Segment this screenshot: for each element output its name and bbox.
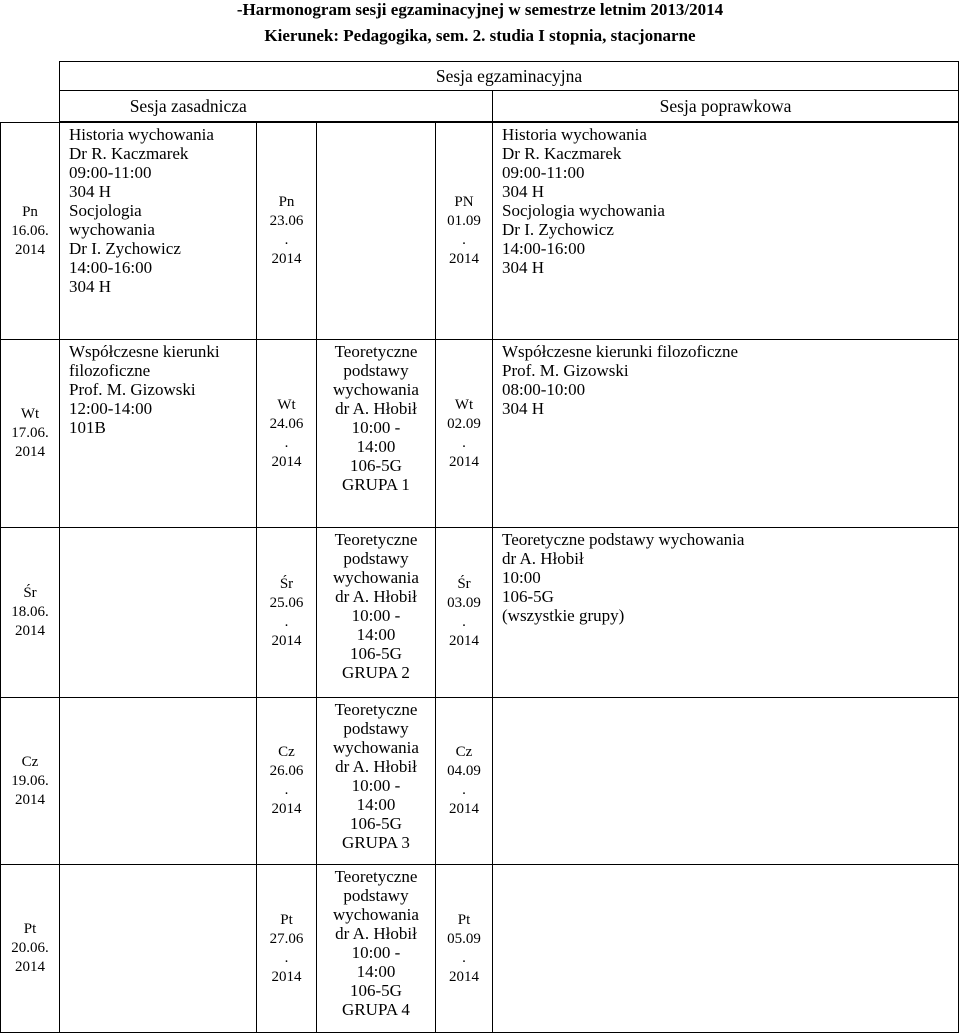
retake-session-date-line: 2014: [449, 632, 479, 649]
exam-session-entry-line: 10:00 -: [351, 776, 401, 795]
exam-session-entry: [317, 698, 436, 865]
schedule-row: [1, 698, 959, 865]
exam-session-entry-line: GRUPA 3: [342, 833, 410, 852]
exam-session-entry-line: GRUPA 1: [342, 475, 410, 494]
retake-session-date-line: 02.09: [447, 415, 481, 432]
retake-session-date-line: .: [462, 434, 466, 451]
exam-session-entry-line: dr A. Hłobił: [335, 924, 417, 943]
main-session-exams-line: wychowania: [69, 220, 155, 239]
retake-session-exams-line: (wszystkie grupy): [502, 606, 625, 625]
exam-session-entry-line: wychowania: [333, 380, 419, 399]
retake-session-date-line: .: [462, 949, 466, 966]
retake-session-date-line: Cz: [455, 744, 473, 760]
header-spacer: [317, 91, 493, 122]
exam-session-date-line: 2014: [271, 632, 302, 649]
main-session-exams: [60, 865, 257, 1033]
exam-session-date-line: Pn: [278, 194, 295, 210]
retake-session-exams-line: 09:00-11:00: [502, 163, 585, 182]
retake-session-date-line: 2014: [449, 968, 479, 985]
retake-session-exams-line: Teoretyczne podstawy wychowania: [502, 530, 745, 549]
retake-session-date-line: .: [462, 782, 466, 798]
exam-session-entry-line: wychowania: [333, 738, 419, 757]
main-session-date: [1, 528, 60, 698]
exam-session-entry-line: wychowania: [333, 568, 419, 587]
exam-session-entry-line: 14:00: [356, 962, 396, 981]
main-session-exams-line: 304 H: [69, 182, 112, 201]
exam-session-entry-line: dr A. Hłobił: [335, 757, 417, 776]
exam-session-entry-line: 106-5G: [350, 814, 402, 833]
retake-session-date-line: 01.09: [447, 213, 481, 229]
schedule-row: [1, 340, 959, 528]
main-session-date-line: 17.06.: [11, 425, 49, 441]
retake-session-date: [436, 528, 493, 698]
main-session-date-line: 20.06.: [11, 940, 49, 956]
retake-session-date-line: PN: [454, 194, 474, 210]
main-session-exams-line: Prof. M. Gizowski: [69, 380, 196, 399]
exam-session-entry-line: podstawy: [343, 549, 409, 568]
exam-session-date-line: 26.06: [269, 763, 304, 779]
retake-session-date-line: 05.09: [447, 930, 481, 947]
retake-session-date-line: Pt: [457, 911, 471, 928]
retake-session-exams-line: 14:00-16:00: [502, 239, 586, 258]
exam-session-date-line: Cz: [278, 744, 295, 760]
main-session-exams-line: Socjologia: [69, 201, 142, 220]
retake-session-exams: [493, 340, 959, 528]
exam-session-entry: [317, 123, 436, 340]
main-session-exams-line: 304 H: [69, 277, 112, 296]
exam-session-date-line: Wt: [277, 396, 296, 413]
retake-session-date: [436, 698, 493, 865]
exam-session-date-line: .: [284, 949, 289, 966]
exam-session-date-line: 24.06: [269, 415, 304, 432]
exam-session-date: [257, 123, 317, 340]
main-session-date-line: Pn: [22, 203, 38, 220]
main-session-exams-line: 12:00-14:00: [69, 399, 153, 418]
main-session-exams-line: Współczesne kierunki: [69, 342, 220, 361]
exam-session-date-line: Pt: [280, 911, 293, 928]
exam-session-entry-line: Teoretyczne: [334, 700, 418, 719]
main-session-date: [1, 340, 60, 528]
exam-session-entry-line: Teoretyczne: [334, 342, 418, 361]
retake-session-date-line: .: [462, 613, 466, 630]
exam-session-entry: [317, 865, 436, 1033]
exam-session-date-line: .: [284, 232, 289, 248]
main-session-exams-line: Historia wychowania: [69, 125, 214, 144]
retake-session-date-line: 04.09: [447, 763, 481, 779]
schedule-row: [1, 528, 959, 698]
main-session-header: Sesja zasadnicza: [60, 91, 317, 122]
exam-session-date-line: 2014: [271, 801, 302, 817]
retake-session-exams-line: dr A. Hłobił: [502, 549, 584, 568]
main-session-date: [1, 123, 60, 340]
schedule-body: [0, 122, 959, 1033]
exam-session-date-line: 2014: [271, 968, 302, 985]
retake-session-exams-line: Dr R. Kaczmarek: [502, 144, 622, 163]
exam-session-entry-line: 14:00: [356, 795, 396, 814]
exam-session-entry-line: 106-5G: [350, 456, 402, 475]
retake-session-date-line: .: [462, 232, 466, 248]
main-session-date-line: 2014: [15, 241, 45, 258]
exam-session-date-line: 25.06: [269, 594, 304, 611]
retake-session-exams-line: Współczesne kierunki filozoficzne: [502, 342, 739, 361]
main-session-exams-line: 14:00-16:00: [69, 258, 153, 277]
exam-session-date: [257, 865, 317, 1033]
main-session-exams: [60, 528, 257, 698]
retake-session-exams-line: 106-5G: [502, 587, 554, 606]
exam-session-entry: [317, 340, 436, 528]
schedule-row: [1, 865, 959, 1033]
retake-session-date: [436, 865, 493, 1033]
retake-session-date-line: 03.09: [447, 594, 481, 611]
exam-session-header: Sesja egzaminacyjna: [60, 62, 959, 91]
main-session-exams-line: filozoficzne: [69, 361, 151, 380]
retake-session-date-line: 2014: [449, 801, 479, 817]
exam-session-date-line: 27.06: [269, 930, 304, 947]
exam-session-entry: [317, 528, 436, 698]
retake-session-exams: [493, 698, 959, 865]
exam-session-entry-line: 10:00 -: [351, 418, 401, 437]
retake-session-exams-line: 304 H: [502, 182, 545, 201]
retake-session-exams-line: Dr I. Zychowicz: [502, 220, 614, 239]
exam-session-entry-line: GRUPA 2: [342, 663, 410, 682]
retake-session-exams-line: 304 H: [502, 399, 545, 418]
main-session-date-line: 18.06.: [11, 604, 49, 620]
main-session-exams: [60, 123, 257, 340]
exam-session-entry-line: wychowania: [333, 905, 419, 924]
main-session-date-line: 2014: [15, 959, 45, 975]
retake-session-date: [436, 340, 493, 528]
exam-session-entry-line: 106-5G: [350, 644, 402, 663]
main-session-exams-line: 09:00-11:00: [69, 163, 152, 182]
exam-session-date: [257, 698, 317, 865]
exam-session-date-line: 2014: [271, 453, 302, 470]
exam-session-entry-line: 14:00: [356, 625, 396, 644]
retake-session-date-line: 2014: [449, 251, 479, 267]
exam-session-entry-line: 106-5G: [350, 981, 402, 1000]
retake-session-date-line: Wt: [454, 396, 474, 413]
document-subtitle: Kierunek: Pedagogika, sem. 2. studia I stopnia, stacjonarne: [264, 26, 696, 45]
retake-session-exams-line: 304 H: [502, 258, 545, 277]
main-session-date-line: 16.06.: [11, 222, 49, 239]
retake-session-exams-line: 08:00-10:00: [502, 380, 586, 399]
retake-session-exams-line: Prof. M. Gizowski: [502, 361, 629, 380]
schedule-row: [1, 123, 959, 340]
exam-session-entry-line: podstawy: [343, 361, 409, 380]
main-session-date-line: 19.06.: [11, 772, 49, 789]
retake-session-exams: [493, 865, 959, 1033]
retake-session-exams-line: 10:00: [502, 568, 541, 587]
main-session-date: [1, 698, 60, 865]
main-session-date: [1, 865, 60, 1033]
exam-session-entry-line: dr A. Hłobił: [335, 587, 417, 606]
exam-session-date-line: .: [284, 613, 289, 630]
exam-session-entry-line: GRUPA 4: [342, 1000, 410, 1019]
exam-session-date: [257, 528, 317, 698]
main-session-exams-line: Dr R. Kaczmarek: [69, 144, 189, 163]
retake-session-header: Sesja poprawkowa: [493, 91, 959, 122]
exam-session-entry-line: dr A. Hłobił: [335, 399, 417, 418]
main-session-date-line: 2014: [15, 444, 45, 460]
main-session-date-line: Pt: [23, 921, 37, 937]
main-session-exams: [60, 698, 257, 865]
main-session-date-line: Cz: [21, 753, 39, 770]
exam-session-date: [257, 340, 317, 528]
main-session-date-line: 2014: [15, 623, 45, 639]
document-title: -Harmonogram sesji egzaminacyjnej w semestrze letnim 2013/2014: [236, 0, 724, 19]
retake-session-date: [436, 123, 493, 340]
main-session-exams-line: 101B: [69, 418, 106, 437]
retake-session-date-line: Śr: [457, 575, 471, 592]
exam-session-date-line: .: [284, 782, 289, 798]
exam-session-entry-line: 10:00 -: [351, 943, 401, 962]
exam-session-date-line: Śr: [279, 575, 294, 592]
main-session-exams: [60, 340, 257, 528]
retake-session-exams-line: Historia wychowania: [502, 125, 647, 144]
retake-session-exams: [493, 123, 959, 340]
exam-session-entry-line: 14:00: [356, 437, 396, 456]
main-session-exams-line: Dr I. Zychowicz: [69, 239, 181, 258]
retake-session-exams-line: Socjologia wychowania: [502, 201, 665, 220]
retake-session-exams: [493, 528, 959, 698]
exam-session-entry-line: podstawy: [343, 719, 409, 738]
exam-session-date-line: .: [284, 434, 289, 451]
exam-session-date-line: 2014: [271, 251, 302, 267]
main-session-date-line: Śr: [23, 585, 37, 601]
exam-session-entry-line: Teoretyczne: [334, 867, 418, 886]
main-session-date-line: Wt: [20, 406, 40, 422]
exam-session-date-line: 23.06: [269, 213, 304, 229]
exam-schedule-table: [59, 61, 959, 122]
exam-session-entry-line: 10:00 -: [351, 606, 401, 625]
exam-session-entry-line: podstawy: [343, 886, 409, 905]
exam-session-entry-line: Teoretyczne: [334, 530, 418, 549]
retake-session-date-line: 2014: [449, 453, 479, 470]
main-session-date-line: 2014: [15, 791, 45, 808]
